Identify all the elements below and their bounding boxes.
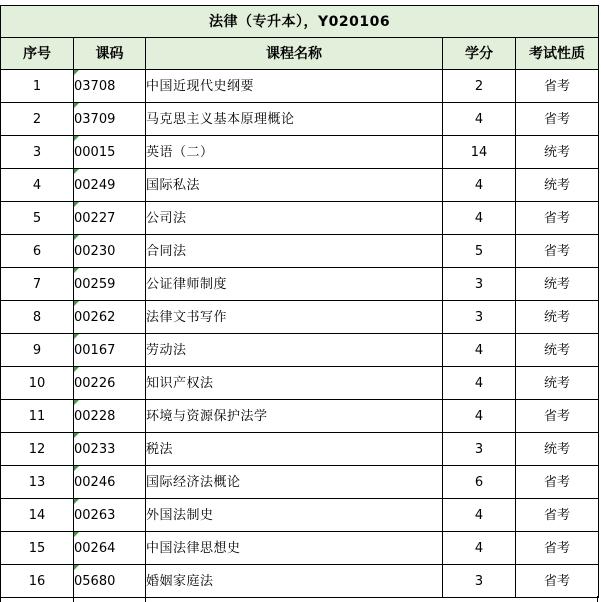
cell-credit[interactable]: 6	[443, 466, 516, 499]
cell-code[interactable]: 00226	[74, 367, 146, 400]
table-row	[1, 136, 599, 169]
cell-name[interactable]: 国际私法	[146, 169, 443, 202]
cell-credit[interactable]: 4	[443, 532, 516, 565]
cell-index[interactable]: 14	[1, 499, 74, 532]
cell-name[interactable]: 婚姻家庭法	[146, 565, 443, 598]
cell-code[interactable]: 00263	[74, 499, 146, 532]
table-body	[1, 70, 599, 598]
cell-index[interactable]: 13	[1, 466, 74, 499]
table-header-row	[1, 38, 599, 70]
table-row	[1, 235, 599, 268]
cell-index[interactable]: 1	[1, 70, 74, 103]
cell-name[interactable]: 国际经济法概论	[146, 466, 443, 499]
cell-index[interactable]: 16	[1, 565, 74, 598]
cell-credit[interactable]: 2	[443, 70, 516, 103]
cell-exam[interactable]: 统考	[516, 301, 599, 334]
cell-exam[interactable]: 省考	[516, 103, 599, 136]
table-row	[1, 400, 599, 433]
table-row	[1, 268, 599, 301]
cell-credit[interactable]: 4	[443, 202, 516, 235]
cell-credit[interactable]: 3	[443, 433, 516, 466]
cell-name[interactable]: 合同法	[146, 235, 443, 268]
cell-index[interactable]: 2	[1, 103, 74, 136]
cell-exam[interactable]: 省考	[516, 499, 599, 532]
table-row	[1, 532, 599, 565]
cell-name[interactable]: 法律文书写作	[146, 301, 443, 334]
cell-credit[interactable]: 4	[443, 499, 516, 532]
cell-name[interactable]: 环境与资源保护法学	[146, 400, 443, 433]
column-separator	[73, 596, 74, 602]
cell-code[interactable]: 00227	[74, 202, 146, 235]
cell-exam[interactable]: 省考	[516, 70, 599, 103]
cell-code[interactable]: 05680	[74, 565, 146, 598]
cell-exam[interactable]: 省考	[516, 532, 599, 565]
column-separator	[145, 596, 146, 602]
cell-credit[interactable]: 3	[443, 301, 516, 334]
header-exam[interactable]: 考试性质	[516, 38, 599, 70]
table-title-row	[1, 6, 599, 38]
header-credit[interactable]: 学分	[443, 38, 516, 70]
next-row-edge	[0, 596, 598, 602]
cell-name[interactable]: 中国近现代史纲要	[146, 70, 443, 103]
cell-name[interactable]: 公证律师制度	[146, 268, 443, 301]
table-row	[1, 367, 599, 400]
table-row	[1, 70, 599, 103]
cell-code[interactable]: 00259	[74, 268, 146, 301]
cell-code[interactable]: 03708	[74, 70, 146, 103]
cell-index[interactable]: 15	[1, 532, 74, 565]
cell-name[interactable]: 劳动法	[146, 334, 443, 367]
cell-credit[interactable]: 4	[443, 103, 516, 136]
cell-exam[interactable]: 统考	[516, 367, 599, 400]
cell-index[interactable]: 4	[1, 169, 74, 202]
cell-exam[interactable]: 统考	[516, 136, 599, 169]
cell-name[interactable]: 公司法	[146, 202, 443, 235]
cell-code[interactable]: 00228	[74, 400, 146, 433]
cell-index[interactable]: 5	[1, 202, 74, 235]
cell-exam[interactable]: 省考	[516, 565, 599, 598]
cell-index[interactable]: 7	[1, 268, 74, 301]
cell-index[interactable]: 11	[1, 400, 74, 433]
cell-code[interactable]: 00262	[74, 301, 146, 334]
header-index[interactable]: 序号	[1, 38, 74, 70]
cell-credit[interactable]: 4	[443, 367, 516, 400]
cell-code[interactable]: 00167	[74, 334, 146, 367]
cell-index[interactable]: 9	[1, 334, 74, 367]
cell-index[interactable]: 10	[1, 367, 74, 400]
cell-exam[interactable]: 统考	[516, 169, 599, 202]
header-code[interactable]: 课码	[74, 38, 146, 70]
cell-exam[interactable]: 省考	[516, 400, 599, 433]
cell-credit[interactable]: 4	[443, 169, 516, 202]
cell-name[interactable]: 知识产权法	[146, 367, 443, 400]
cell-exam[interactable]: 统考	[516, 268, 599, 301]
cell-name[interactable]: 中国法律思想史	[146, 532, 443, 565]
course-table	[0, 5, 599, 598]
cell-name[interactable]: 马克思主义基本原理概论	[146, 103, 443, 136]
table-row	[1, 169, 599, 202]
cell-code[interactable]: 00264	[74, 532, 146, 565]
cell-code[interactable]: 00230	[74, 235, 146, 268]
cell-exam[interactable]: 省考	[516, 235, 599, 268]
table-row	[1, 565, 599, 598]
cell-credit[interactable]: 14	[443, 136, 516, 169]
cell-index[interactable]: 8	[1, 301, 74, 334]
cell-code[interactable]: 03709	[74, 103, 146, 136]
table-row	[1, 499, 599, 532]
cell-credit[interactable]: 4	[443, 334, 516, 367]
cell-index[interactable]: 12	[1, 433, 74, 466]
table-row	[1, 301, 599, 334]
cell-index[interactable]: 6	[1, 235, 74, 268]
header-name[interactable]: 课程名称	[146, 38, 443, 70]
cell-code[interactable]: 00246	[74, 466, 146, 499]
table-row	[1, 202, 599, 235]
cell-credit[interactable]: 5	[443, 235, 516, 268]
cell-credit[interactable]: 3	[443, 565, 516, 598]
table-row	[1, 433, 599, 466]
cell-name[interactable]: 英语（二）	[146, 136, 443, 169]
cell-name[interactable]: 税法	[146, 433, 443, 466]
cell-credit[interactable]: 4	[443, 400, 516, 433]
cell-exam[interactable]: 省考	[516, 202, 599, 235]
cell-exam[interactable]: 统考	[516, 433, 599, 466]
cell-code[interactable]: 00015	[74, 136, 146, 169]
cell-name[interactable]: 外国法制史	[146, 499, 443, 532]
cell-code[interactable]: 00249	[74, 169, 146, 202]
table-title[interactable]: 法律（专升本），Y020106	[1, 6, 599, 38]
cell-exam[interactable]: 省考	[516, 466, 599, 499]
table-row	[1, 466, 599, 499]
cell-exam[interactable]: 统考	[516, 334, 599, 367]
cell-credit[interactable]: 3	[443, 268, 516, 301]
cell-index[interactable]: 3	[1, 136, 74, 169]
cell-code[interactable]: 00233	[74, 433, 146, 466]
table-row	[1, 103, 599, 136]
table-row	[1, 334, 599, 367]
